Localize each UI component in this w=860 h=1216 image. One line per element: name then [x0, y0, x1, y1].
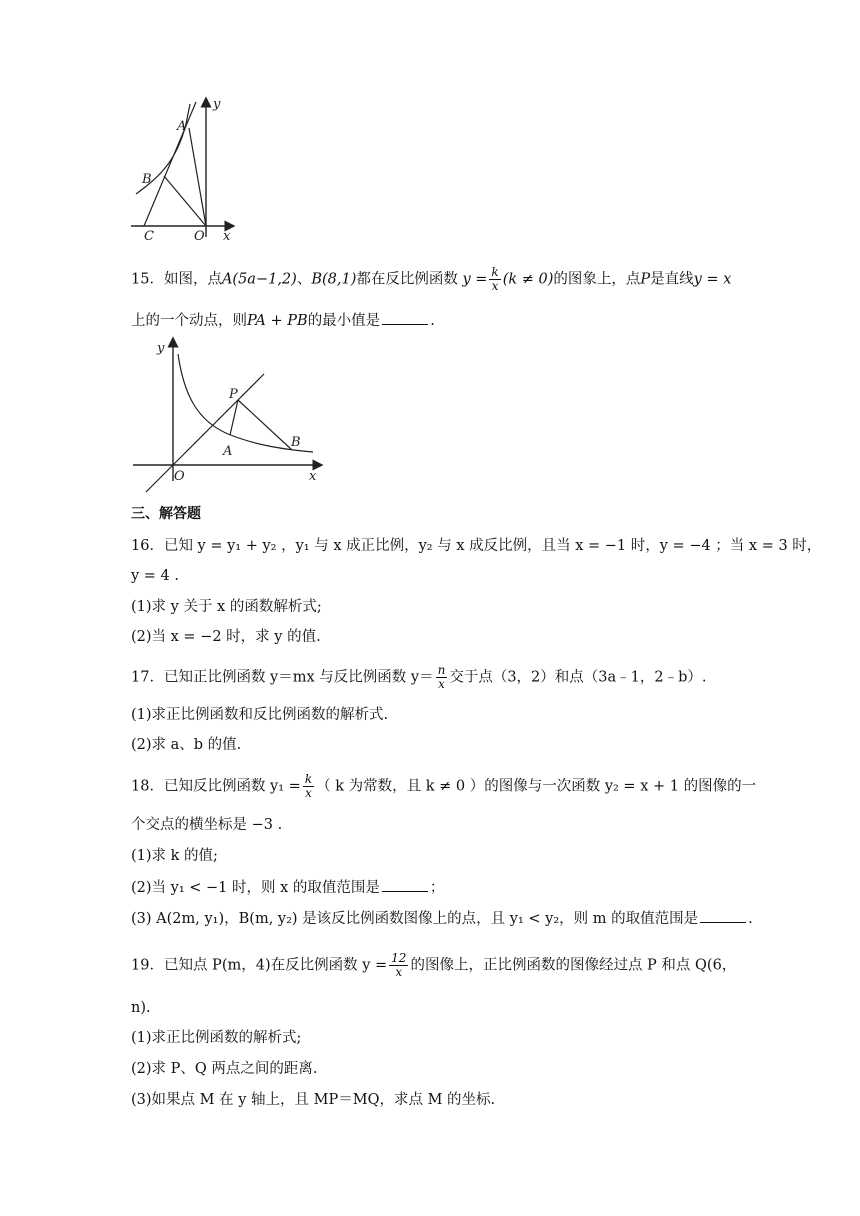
q19-part2: (2)求 P、Q 两点之间的距离. [131, 1061, 318, 1077]
label-x: x [223, 229, 231, 244]
q15-line2: 上的一个动点，则PA + PB的最小值是 . [131, 310, 435, 331]
segment-bo [164, 176, 206, 226]
line-ca [144, 102, 196, 226]
q18-line2: 个交点的横坐标是 −3 . [131, 817, 283, 833]
figure-q15 [128, 336, 328, 496]
label-o: O [194, 229, 205, 244]
fraction-n-x: $\frac{n}{x}$ [437, 663, 446, 691]
fraction-12-x: $\frac{12}{x}$ [391, 951, 407, 979]
label-a: A [223, 444, 233, 459]
answer-blank [382, 877, 428, 892]
segment-ao [189, 128, 206, 226]
label-y: y [157, 341, 165, 356]
q16-part1: (1)求 y 关于 x 的函数解析式; [131, 599, 322, 615]
q16-line2: y = 4 . [131, 568, 180, 584]
q17-part1: (1)求正比例函数和反比例函数的解析式. [131, 707, 389, 723]
fraction-k-x: $\frac{k}{x}$ [304, 772, 313, 800]
q17-line1: 17．已知正比例函数 y＝mx 与反比例函数 y＝ $\frac{n}{x}$ 交于点（3，2）和点（3a﹣1，2﹣b）. [131, 663, 707, 691]
label-x: x [309, 469, 317, 484]
q16-part2: (2)当 x = −2 时，求 y 的值. [131, 629, 321, 645]
fraction-k-x: $\frac{k}{x}$ [491, 265, 499, 293]
label-a: A [177, 119, 187, 134]
q19-part3: (3)如果点 M 在 y 轴上，且 MP＝MQ，求点 M 的坐标. [131, 1092, 496, 1108]
label-p: P [229, 387, 238, 402]
label-y: y [213, 97, 221, 112]
q18-part1: (1)求 k 的值; [131, 848, 218, 864]
q19-line1: 19．已知点 P(m，4)在反比例函数 y = $\frac{12}{x}$ 的图像上，正比例函数的图像经过点 P 和点 Q(6， [131, 951, 737, 979]
answer-blank [700, 908, 746, 923]
q18-part3: (3) A(2m, y₁)，B(m, y₂) 是该反比例函数图像上的点，且 y₁ < y₂，则 m 的取值范围是 . [131, 908, 753, 929]
q15-line1: 15．如图，点A(5a−1,2)、B(8,1)都在反比例函数 y = $\frac{k}{x}$ (k ≠ 0)的图象上，点P是直线y = x [131, 265, 732, 293]
label-c: C [144, 229, 154, 244]
q18-line1: 18．已知反比例函数 y₁ = $\frac{k}{x}$ （ k 为常数，且 k ≠ 0 ）的图像与一次函数 y₂ = x + 1 的图像的一 [131, 772, 757, 800]
label-o: O [174, 469, 185, 484]
q19-part1: (1)求正比例函数的解析式; [131, 1030, 302, 1046]
q18-part2: (2)当 y₁ < −1 时，则 x 的取值范围是 ； [131, 877, 444, 898]
line-y-equals-x [146, 374, 264, 492]
segment-pa [230, 400, 238, 435]
q16-line1: 16．已知 y = y₁ + y₂ ，y₁ 与 x 成正比例，y₂ 与 x 成反比例，且当 x = −1 时，y = −4 ；当 x = 3 时， [131, 538, 822, 554]
q19-line2: n). [131, 1000, 151, 1016]
label-b: B [291, 435, 301, 450]
q17-part2: (2)求 a、b 的值. [131, 737, 242, 753]
segment-pb [238, 400, 292, 450]
section-title: 三、解答题 [131, 506, 201, 522]
answer-blank [382, 310, 428, 325]
figure-q14 [126, 94, 246, 244]
label-b: B [142, 172, 152, 187]
